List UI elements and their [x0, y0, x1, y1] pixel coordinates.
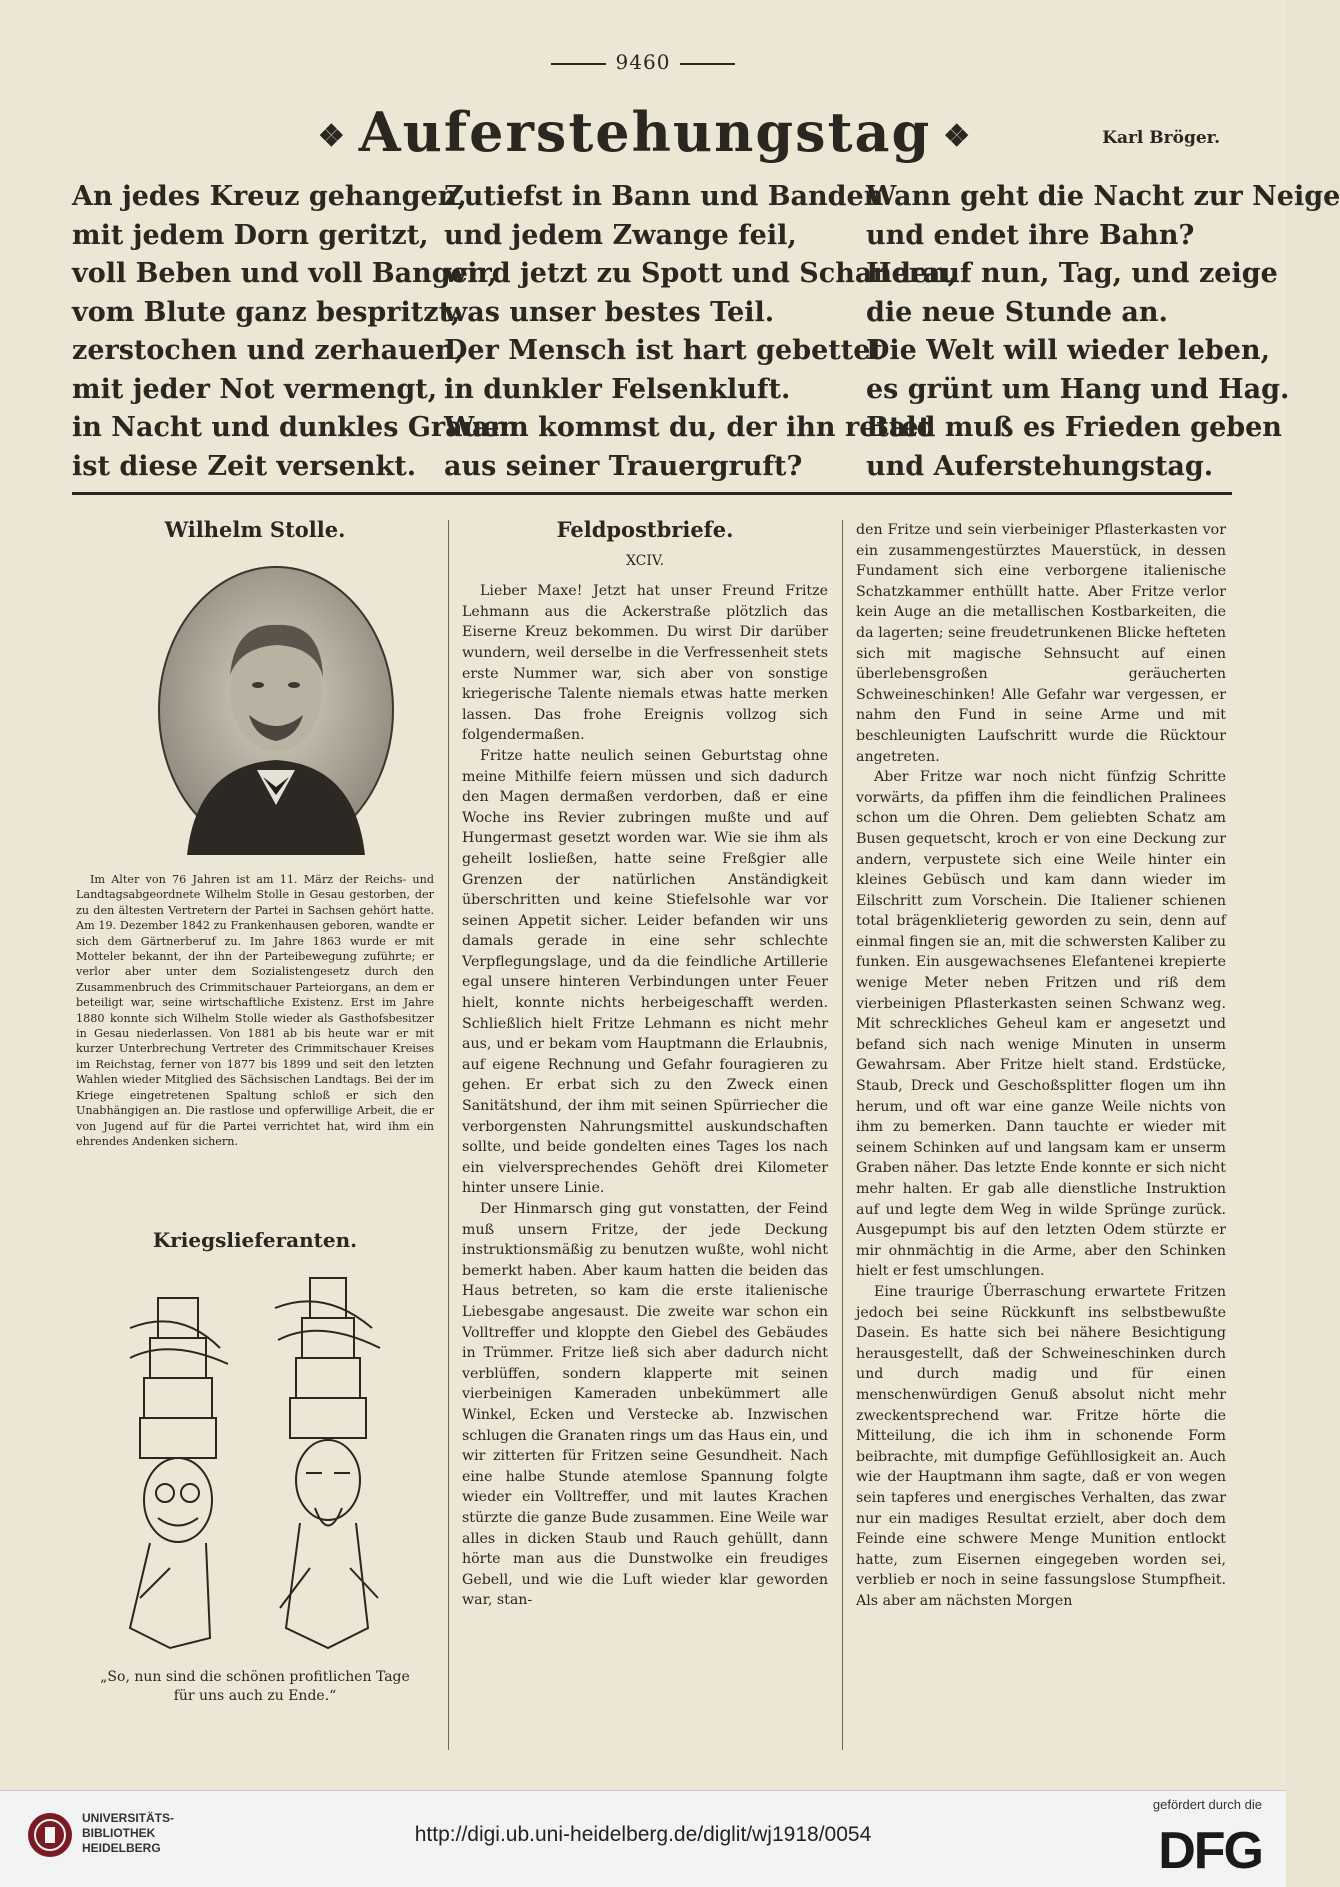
page-number: 9460: [615, 50, 671, 74]
feldpost-number: XCIV.: [625, 552, 665, 569]
portrait-image: [157, 565, 395, 855]
poem-title: [60, 100, 1230, 164]
column-divider: [842, 520, 843, 1750]
poem-line: Herauf nun, Tag, und zeige: [866, 258, 1278, 289]
ornament-icon: ❖: [943, 119, 973, 155]
poem-line: die neue Stunde an.: [866, 296, 1168, 328]
digitization-footer: [0, 1790, 1286, 1887]
ornament-icon: ❖: [317, 119, 347, 155]
feldpost-heading: Feldpostbriefe.: [556, 517, 734, 542]
poem-line: und endet ihre Bahn?: [866, 219, 1195, 251]
poem-line: wird jetzt zu Spott und Schanden,: [444, 258, 958, 289]
stolle-heading: Wilhelm Stolle.: [164, 517, 346, 542]
poem-line: in Nacht und dunkles Grauen: [72, 412, 520, 443]
cartoon-heading: Kriegslieferanten.: [152, 1228, 358, 1252]
poem-line: Zutiefst in Bann und Banden: [444, 181, 884, 212]
feldpost-paragraph: Eine traurige Überraschung erwartete Fritzen jedoch bei seine Rückkunft ins selbstbewußte Dasein. Es hatte sich bei nähere Besichtigung herausgestellt, daß der Schweineschinken durch und durch madig und für einen menschenwürdigen Genuß absolut nicht mehr zweckentsprechend war. Fritze hörte die Mitteilung, die ich ihm in schonende Form beibrachte, mit dumpfige Gefühllosigkeit an. Auch wie der Hauptmann ihm sagte, daß er von wegen sein tapferes und energisches Verhalten, das zwar nur ein madiges Resultat erzielt, aber doch dem Feinde eine schwere Menge Munition entlockt hatte, zum Eisernen eingegeben worden sei, verblieb er noch in seine fassungslose Stumpfheit. Als aber am nächsten Morgen: [856, 1283, 1226, 1609]
poem-line: und jedem Zwange feil,: [444, 219, 797, 251]
poem-title-text: Auferstehungstag: [358, 100, 932, 164]
poem-line: Wann geht die Nacht zur Neige: [866, 181, 1340, 212]
poem-author: Karl Bröger.: [1102, 128, 1220, 148]
poem-line: es grünt um Hang und Hag.: [866, 373, 1290, 405]
poem-line: vom Blute ganz bespritzt,: [72, 296, 461, 328]
university-name-line: BIBLIOTHEK: [82, 1826, 156, 1840]
page-number-dash: [551, 63, 606, 65]
feldpost-paragraph: Der Hinmarsch ging gut vonstatten, der Feind muß unsern Fritze, der jede Deckung instruktionsmäßig zu benutzen wußte, wohl nicht bemerkt haben. Aber kaum hatten die beiden das Haus betreten, so kam die erste italienische Liebesgabe angesaust. Die zweite war schon ein Volltreffer und kloppte den Giebel des Gebäudes in Trümmer. Fritze ließ sich aber dadurch nicht verblüffen, sondern klapperte mit seinen vierbeinigen Kameraden unbekümmert alle Winkel, Ecken und Verstecke ab. Inzwischen schlugen die Granaten rings um das Haus ein, und wir zitterten für Fritzen seine Gesundheit. Nach eine halbe Stunde atemlose Spannung folgte wieder ein Volltreffer, und mit lautes Krachen stürzte die ganze Bude zusammen. Eine Weile war alles in dicken Staub und Rauch gehüllt, dann hörte man aus die Dunstwolke ein freudiges Gebell, und wie die Luft wieder klar geworden war, stan-: [462, 1201, 828, 1609]
feldpost-paragraph: Fritze hatte neulich seinen Geburtstag ohne meine Mithilfe feiern müssen und sich dadurch den Magen dermaßen verdorben, daß er eine Woche ins Revier zubringen mußte und auf Hungermast gesetzt worden war. Wie sie ihm als geheilt losließen, hatte seine Freßgier alle Grenzen der natürlichen Anständigkeit überschritten und keine Stiefelsohle war vor seinen Appetit sicher. Leider befanden wir uns damals gerade in eine sehr schlechte Verpflegungslage, und da die feindliche Artillerie egal unsere hinteren Verbindungen unter Feuer hielt, konnte nichts herbeigeschafft werden. Schließlich hielt Fritze Lehmann es nicht mehr aus, und er bekam vom Hauptmann die Erlaubnis, auf eigene Rechnung und Gefahr fouragieren zu gehen. Er erbat sich zu den Zweck einen Sanitätshund, der ihm mit seinen Spürriecher die verborgensten Nahrungsmittel auskundschaften sollte, und beide gondelten eines Tages los nach ein vielversprechendes Gehöft drei Kilometer hinter unsere Linie.: [462, 747, 828, 1197]
poem-line: mit jedem Dorn geritzt,: [72, 219, 429, 251]
column-feldpostbriefe: [462, 517, 828, 1611]
dfg-logo: DFG: [1158, 1822, 1262, 1880]
column-feldpost-continued: [856, 520, 1226, 1611]
poem-line: und Auferstehungstag.: [866, 450, 1214, 482]
poem-line: was unser bestes Teil.: [444, 296, 775, 328]
university-name-line: HEIDELBERG: [82, 1841, 161, 1855]
feldpost-paragraph: Lieber Maxe! Jetzt hat unser Freund Fritze Lehmann aus die Ackerstraße plötzlich das Eiserne Kreuz bekommen. Du wirst Dir darüber wundern, weil derselbe in die Verfressenheit stets erste Nummer war, sich aber von sonstige kriegerische Talente niemals etwas hatte merken lassen. Das frohe Ereignis vollzog sich folgendermaßen.: [462, 583, 828, 744]
page-number-row: [0, 50, 1286, 74]
poem: [72, 178, 1340, 482]
stolle-caption-text: Im Alter von 76 Jahren ist am 11. März der Reichs- und Landtagsabgeordnete Wilhelm Stolle in Gesau gestorben, der zu den ältesten Vertretern der Partei in Sachsen gehört hatte. Am 19. Dezember 1842 zu Frankenhausen geboren, wandte er sich dem Gärtnerberuf zu. Im Jahre 1863 wurde er mit Motteler bekannt, der ihn der Parteibewegung zuführte; er verlor aber unter dem Sozialistengesetz durch den Zusammenbruch des Crimmitschauer Parteiorgans, an dem er beteiligt war, seine wirtschaftliche Existenz. Erst im Jahre 1880 konnte sich Wilhelm Stolle wieder als Gasthofsbesitzer in Gesau niederlassen. Von 1881 ab bis heute war er mit kurzer Unterbrechung Vertreter des Crimmitschauer Kreises im Reichstag, ferner von 1877 bis 1899 und seit den letzten Wahlen wieder Mitglied des Sächsischen Landtags. Bei der im Kriege eingetretenen Spaltung schloß er sich den Unabhängigen an. Die rastlose und opferwillige Arbeit, die er von Jugend auf für die Partei verrichtet hat, wird ihm ein ehrendes Andenken sichern.: [76, 873, 434, 1148]
cartoon-caption: [76, 1668, 434, 1706]
poem-line: Die Welt will wieder leben,: [866, 335, 1270, 366]
poem-stanza-3: [866, 178, 1340, 486]
poem-line: An jedes Kreuz gehangen,: [72, 181, 467, 212]
column-stolle: [76, 517, 434, 551]
university-name-line: UNIVERSITÄTS-: [82, 1811, 175, 1825]
permalink-url[interactable]: http://digi.ub.uni-heidelberg.de/diglit/wj1918/0054: [414, 1823, 872, 1846]
poem-line: voll Beben und voll Bangen,: [72, 258, 497, 289]
cartoon-image: [110, 1268, 410, 1658]
feldpost-paragraph: Aber Fritze war noch nicht fünfzig Schritte vorwärts, da pfiffen ihm die feindlichen Pralinees schon um die Ohren. Dem geliebten Schatz am Busen gequetscht, kroch er von eine Deckung zur andern, verpustete sich eine Weile hinter ein kleines Gebüsch und kam dann wieder im Eilschritt zum Vorschein. Die Italiener schienen total brägenklieterig geworden zu sein, denn auf einmal fingen sie an, mit die schwersten Kaliber zu funken. Ein ausgewachsenes Elefantenei krepierte wenige Meter neben Fritzen und riß dem vierbeinigen Pflasterkasten seinen Schwanz weg. Mit schreckliches Geheul kam er angesetzt und befand sich nach wenige Minuten in unserm Gewahrsam. Aber Fritze hielt stand. Erdstücke, Staub, Dreck und Geschoßsplitter flogen um ihn herum, und oft war eine ganze Weile nichts von ihm zu bemerken. Dann tauchte er wieder mit seinem Schinken auf und langsam kam er unserm Graben näher. Das letzte Ende konnte er sich nicht mehr halten. Er gab alle dienstliche Instruktion auf und legte dem Weg in wilde Sprünge zurück. Ausgepumpt bis auf den letzten Odem stürzte er mir ohnmächtig in die Arme, aber den Schinken hielt er fest umschlungen.: [856, 769, 1226, 1280]
poem-line: ist diese Zeit versenkt.: [72, 450, 417, 482]
cartoon-caption-line: „So, nun sind die schönen profitlichen Tage: [100, 1669, 410, 1685]
feldpost-paragraph: den Fritze und sein vierbeiniger Pflasterkasten vor ein zusammengestürztes Mauerstück, in dessen Fundament sich eine verborgene italienische Schatzkammer enthüllt hatte. Aber Fritze verlor kein Auge an die metallischen Kostbarkeiten, die da lagerten; seine freudetrunkenen Blicke hefteten sich mit magische Sehnsucht auf einen überlebensgroßen geräucherten Schweineschinken! Alle Gefahr war vergessen, er nahm den Fund in seine Arme und mit beschleunigten Laufschritt wurde die Rücktour angetreten.: [856, 522, 1226, 765]
poem-line: Wann kommst du, der ihn rettet: [444, 412, 931, 443]
cartoon-caption-line: für uns auch zu Ende.“: [173, 1688, 337, 1704]
poem-line: mit jeder Not vermengt,: [72, 373, 438, 405]
funded-by-label: gefördert durch die: [1152, 1797, 1262, 1812]
poem-title-row: [60, 100, 1230, 170]
column-divider: [448, 520, 449, 1750]
poem-line: zerstochen und zerhauen,: [72, 335, 464, 366]
poem-divider: [72, 492, 1232, 495]
page-number-dash: [680, 63, 735, 65]
poem-line: Der Mensch ist hart gebettet: [444, 335, 883, 366]
poem-line: in dunkler Felsenkluft.: [444, 373, 791, 405]
stolle-caption: [76, 872, 434, 1149]
poem-line: aus seiner Trauergruft?: [444, 450, 803, 482]
poem-line: Bald muß es Frieden geben: [866, 412, 1282, 443]
